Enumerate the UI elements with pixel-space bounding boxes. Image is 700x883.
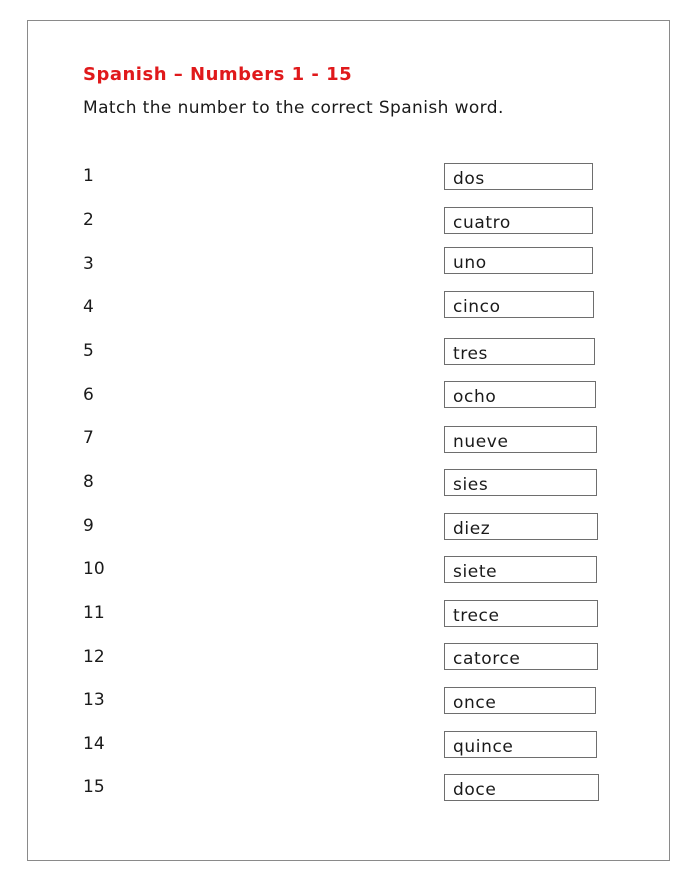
number-label: 5	[83, 341, 94, 361]
number-label: 11	[83, 603, 105, 623]
spanish-word-box: dos	[444, 163, 593, 190]
number-label: 3	[83, 254, 94, 274]
spanish-word-box: catorce	[444, 643, 598, 670]
number-label: 4	[83, 297, 94, 317]
spanish-word-box: trece	[444, 600, 598, 627]
spanish-word-box: tres	[444, 338, 595, 365]
number-label: 6	[83, 385, 94, 405]
worksheet-instruction: Match the number to the correct Spanish word.	[83, 98, 504, 118]
number-label: 13	[83, 690, 105, 710]
worksheet-title: Spanish – Numbers 1 - 15	[83, 64, 353, 85]
spanish-word-box: uno	[444, 247, 593, 274]
number-label: 7	[83, 428, 94, 448]
spanish-word-box: quince	[444, 731, 597, 758]
spanish-word-box: diez	[444, 513, 598, 540]
spanish-word-box: cuatro	[444, 207, 593, 234]
spanish-word-box: once	[444, 687, 596, 714]
spanish-word-box: ocho	[444, 381, 596, 408]
number-label: 1	[83, 166, 94, 186]
number-label: 14	[83, 734, 105, 754]
number-label: 12	[83, 647, 105, 667]
number-label: 10	[83, 559, 105, 579]
spanish-word-box: nueve	[444, 426, 597, 453]
spanish-word-box: doce	[444, 774, 599, 801]
number-label: 15	[83, 777, 105, 797]
number-label: 9	[83, 516, 94, 536]
spanish-word-box: cinco	[444, 291, 594, 318]
spanish-word-box: siete	[444, 556, 597, 583]
number-label: 8	[83, 472, 94, 492]
spanish-word-box: sies	[444, 469, 597, 496]
number-label: 2	[83, 210, 94, 230]
